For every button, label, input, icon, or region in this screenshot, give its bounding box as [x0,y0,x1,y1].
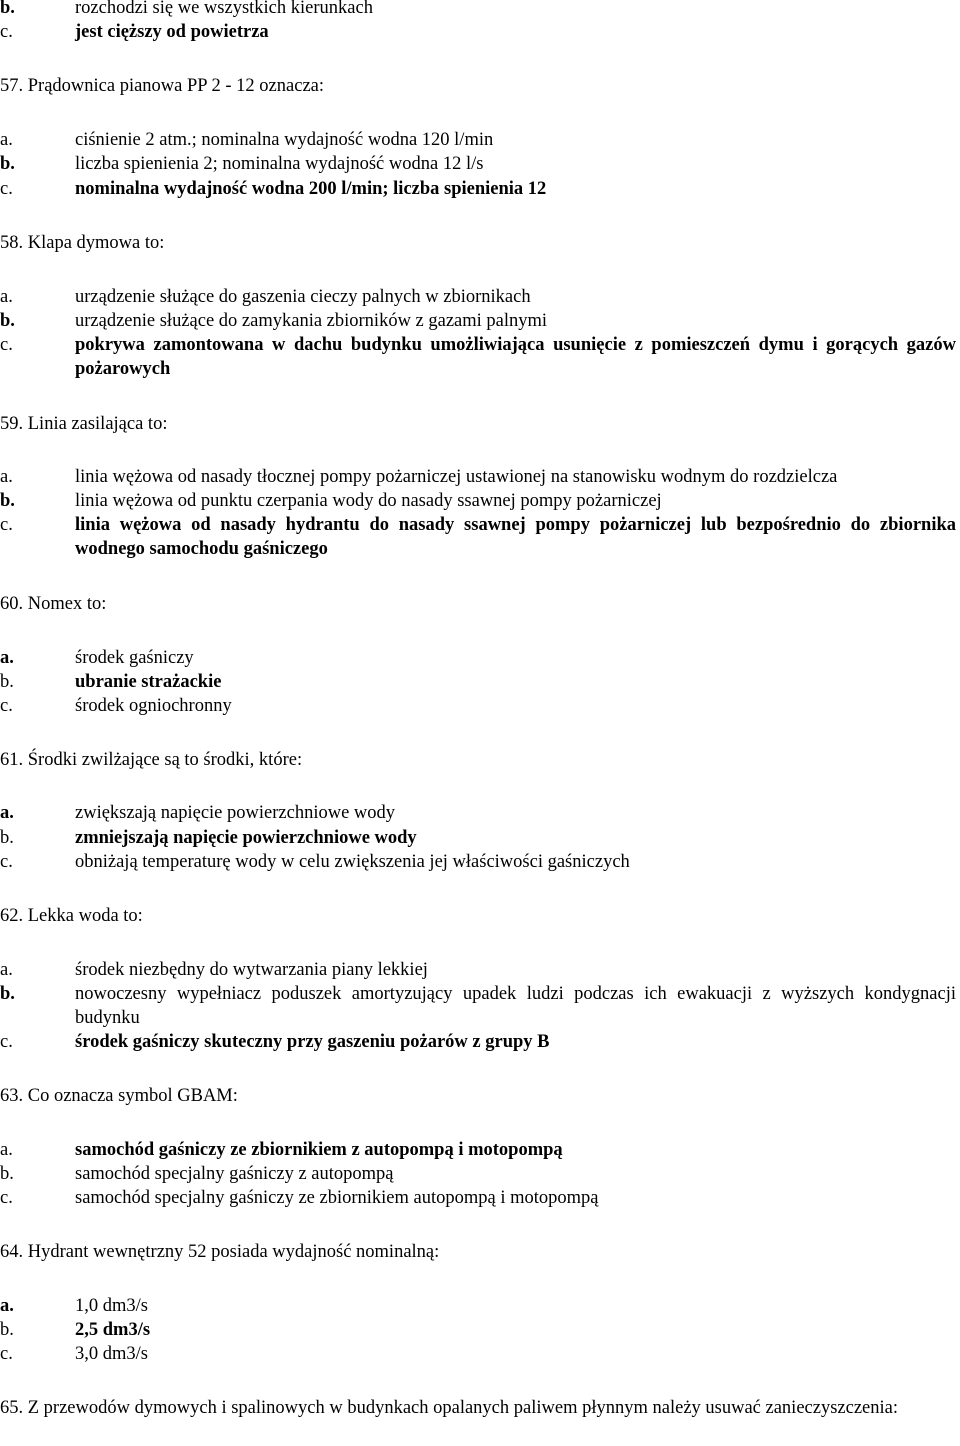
option-text: zmniejszają napięcie powierzchniowe wody [75,828,417,848]
option-letter: b. [0,154,15,174]
option-text: urządzenie służące do zamykania zbiorników z gazami palnymi [75,311,548,331]
option-text: linia wężowa od punktu czerpania wody do nasady ssawnej pompy pożarniczej [75,491,662,511]
option-letter: b. [0,984,15,1004]
question-65-title: 65. Z przewodów dymowych i spalinowych w budynkach opalanych paliwem płynnym należy usuwać zanieczyszczenia: [0,1398,898,1418]
option-text: ubranie strażackie [75,672,222,692]
option-text: środek gaśniczy skuteczny przy gaszeniu pożarów z grupy B [75,1032,550,1052]
option-letter: c. [0,696,13,716]
option-text: liczba spienienia 2; nominalna wydajność wodna 12 l/s [75,154,484,174]
question-64-title: 64. Hydrant wewnętrzny 52 posiada wydajność nominalną: [0,1242,440,1262]
option-letter: b. [0,0,15,18]
option-text: nowoczesny wypełniacz poduszek amortyzujący upadek ludzi podczas ich ewakuacji z wyższych kondygnacji budynku [75,984,956,1028]
question-60-title: 60. Nomex to: [0,594,107,614]
option-text: 3,0 dm3/s [75,1344,148,1364]
option-text: rozchodzi się we wszystkich kierunkach [75,0,373,18]
option-letter: a. [0,1296,14,1316]
option-letter: a. [0,960,13,980]
option-letter: a. [0,648,14,668]
option-letter: b. [0,672,14,692]
option-text: zwiększają napięcie powierzchniowe wody [75,803,396,823]
option-letter: c. [0,515,13,535]
question-61-title: 61. Środki zwilżające są to środki, które: [0,750,303,770]
question-58-title: 58. Klapa dymowa to: [0,233,165,253]
option-letter: c. [0,1032,13,1052]
option-text: ciśnienie 2 atm.; nominalna wydajność wodna 120 l/min [75,130,494,150]
option-text: pokrywa zamontowana w dachu budynku umożliwiająca usunięcie z pomieszczeń dymu i gorących gazów pożarowych [75,335,956,379]
question-57-title: 57. Prądownica pianowa PP 2 - 12 oznacza: [0,76,325,96]
option-text: środek ogniochronny [75,696,232,716]
option-text: linia wężowa od nasady tłocznej pompy pożarniczej ustawionej na stanowisku wodnym do rozdzielcza [75,467,838,487]
option-text: jest cięższy od powietrza [75,22,269,42]
option-text: samochód gaśniczy ze zbiornikiem z autopompą i motopompą [75,1140,563,1160]
option-text: środek niezbędny do wytwarzania piany lekkiej [75,960,428,980]
option-letter: c. [0,1344,13,1364]
option-text: samochód specjalny gaśniczy ze zbiornikiem autopompą i motopompą [75,1188,599,1208]
option-text: środek gaśniczy [75,648,194,668]
option-letter: c. [0,1188,13,1208]
option-letter: c. [0,852,13,872]
question-63-title: 63. Co oznacza symbol GBAM: [0,1086,238,1106]
option-letter: a. [0,467,13,487]
option-letter: a. [0,130,13,150]
option-letter: a. [0,1140,13,1160]
option-letter: c. [0,22,13,42]
option-text: linia wężowa od nasady hydrantu do nasady ssawnej pompy pożarniczej lub bezpośrednio do zbiornika wodnego samochodu gaśniczego [75,515,956,559]
question-62-title: 62. Lekka woda to: [0,906,143,926]
option-letter: c. [0,335,13,355]
option-letter: a. [0,287,13,307]
option-letter: a. [0,803,14,823]
option-letter: c. [0,179,13,199]
option-text: nominalna wydajność wodna 200 l/min; liczba spienienia 12 [75,179,547,199]
option-letter: b. [0,311,15,331]
option-letter: b. [0,1320,14,1340]
option-text: samochód specjalny gaśniczy z autopompą [75,1164,394,1184]
question-59-title: 59. Linia zasilająca to: [0,414,168,434]
option-letter: b. [0,491,15,511]
option-text: obniżają temperaturę wody w celu zwiększenia jej właściwości gaśniczych [75,852,630,872]
option-text: 2,5 dm3/s [75,1320,151,1340]
option-letter: b. [0,828,14,848]
option-text: 1,0 dm3/s [75,1296,148,1316]
option-text: urządzenie służące do gaszenia cieczy palnych w zbiornikach [75,287,531,307]
option-letter: b. [0,1164,14,1184]
